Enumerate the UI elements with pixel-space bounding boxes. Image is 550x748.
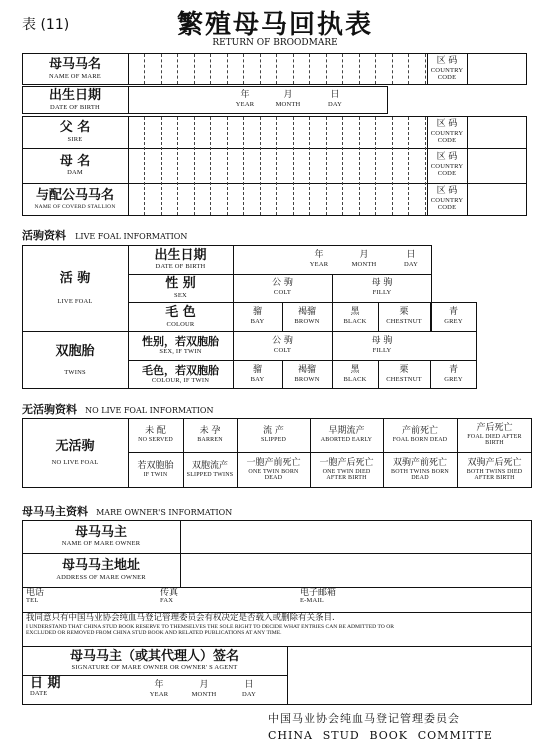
char-grid-line xyxy=(227,54,228,84)
option-zh: 未 孕 xyxy=(199,426,221,437)
twin-colour-option-grey[interactable] xyxy=(430,360,477,389)
colour-en: BLACK xyxy=(343,318,367,326)
stallion-country-code-field[interactable] xyxy=(468,184,526,215)
stallion-label: 与配公马马名 xyxy=(35,188,114,204)
footer-org-en: CHINA STUD BOOK COMMITTE xyxy=(268,729,493,742)
char-grid-line xyxy=(144,54,145,84)
foal-colour-option-grey[interactable] xyxy=(430,302,477,332)
footer xyxy=(268,710,493,742)
live-foal-label: 活 驹 xyxy=(59,270,91,286)
colour-zh: 骝 xyxy=(252,307,262,318)
sire-field[interactable] xyxy=(129,117,426,147)
sex-option-filly[interactable]: 母 驹 FILLY xyxy=(371,278,393,297)
option-en: ONE TWIN BORN DEAD xyxy=(248,468,299,482)
sire-label: 父 名 xyxy=(59,120,91,136)
mare-country-code-field[interactable] xyxy=(468,54,526,84)
stallion-country-code-label: 区 码 xyxy=(436,186,458,197)
twin-colour-option-bay[interactable] xyxy=(233,360,282,389)
owner-address-label: 母马马主地址 xyxy=(61,558,140,574)
option-en: BARREN xyxy=(197,437,223,444)
sign-date-day[interactable]: 日 DAY xyxy=(241,680,257,699)
option-zh: 若双胞胎 xyxy=(137,461,174,472)
mare-dob-label: 出生日期 xyxy=(48,88,101,104)
form-number: 表 (11) xyxy=(22,17,70,33)
no-live-foal-option-foal-born-dead[interactable] xyxy=(383,419,457,452)
option-en: FOAL BORN DEAD xyxy=(392,437,448,444)
colour-en: BLACK xyxy=(343,375,367,383)
option-zh: 早期流产 xyxy=(328,426,365,437)
option-en: NO SERVED xyxy=(138,437,173,444)
twin-colour-option-brown[interactable] xyxy=(282,360,332,389)
mare-dob-year[interactable]: 年 YEAR xyxy=(235,90,255,109)
no-live-foal-label: 无活驹 xyxy=(55,439,95,455)
fax-field[interactable]: 传真 FAX xyxy=(160,588,179,605)
email-field[interactable]: 电子邮箱 E-MAIL xyxy=(300,588,337,605)
date-label: 日 期 DATE xyxy=(30,676,61,697)
colour-zh: 骝 xyxy=(252,364,262,375)
no-live-foal-option-barren[interactable] xyxy=(183,419,237,452)
foal-colour-option-bay[interactable] xyxy=(233,302,282,332)
mare-dob-day[interactable]: 日 DAY xyxy=(327,90,343,109)
sire-country-code-label: 区 码 xyxy=(436,118,458,129)
mare-dob-month[interactable]: 月 MONTH xyxy=(275,90,301,109)
tel-field[interactable]: 电话 TEL xyxy=(26,588,45,605)
no-live-foal-option-both-twins-died-after-birth[interactable] xyxy=(457,453,532,488)
twin-sex-option-filly[interactable]: 母 驹 FILLY xyxy=(371,335,393,354)
no-live-foal-option-slipped[interactable] xyxy=(237,419,310,452)
no-live-foal-option-if-twin[interactable] xyxy=(128,453,183,488)
no-live-foal-option-one-twin-born-dead[interactable] xyxy=(237,453,310,488)
option-zh: 一胞产前死亡 xyxy=(246,457,301,468)
option-en: BOTH TWINS DIED AFTER BIRTH xyxy=(466,468,523,482)
no-live-foal-option-no-served[interactable] xyxy=(128,419,183,452)
footer-org: 中国马业协会纯血马登记管理委员会 xyxy=(268,712,460,725)
foal-dob-month[interactable]: 月 MONTH xyxy=(351,250,377,269)
colour-en: CHESTNUT xyxy=(386,375,422,383)
no-live-foal-option-both-twins-born-dead[interactable] xyxy=(383,453,457,488)
twin-colour-option-black[interactable] xyxy=(332,360,378,389)
dam-country-code-field[interactable] xyxy=(468,149,526,182)
option-en: BOTH TWINS BORN DEAD xyxy=(391,468,449,482)
twin-sex-option-colt[interactable]: 公 驹 COLT xyxy=(272,335,293,354)
option-zh: 一胞产后死亡 xyxy=(319,457,374,468)
char-grid-line xyxy=(425,54,426,84)
char-grid-line xyxy=(392,54,393,84)
option-en: FOAL DIED AFTER BIRTH xyxy=(467,433,522,447)
twin-sex-label: 性别，若双胞胎 xyxy=(142,334,219,348)
option-zh: 未 配 xyxy=(145,426,166,437)
char-grid-line xyxy=(359,54,360,84)
colour-zh: 褐骝 xyxy=(297,307,316,318)
option-en: ABORTED EARLY xyxy=(320,437,373,444)
owner-name-label: 母马马主 xyxy=(74,524,127,540)
colour-zh: 青 xyxy=(448,364,458,375)
colour-en: GREY xyxy=(444,318,463,326)
char-grid-line xyxy=(326,54,327,84)
char-grid-line xyxy=(210,54,211,84)
country-code-label: 区 码 xyxy=(436,55,458,66)
owner-address-field[interactable] xyxy=(181,554,531,586)
colour-en: BAY xyxy=(250,318,265,326)
char-grid-line xyxy=(293,54,294,84)
char-grid-line xyxy=(243,54,244,84)
form-title: 繁殖母马回执表 xyxy=(176,10,373,40)
foal-colour-option-brown[interactable] xyxy=(282,302,332,332)
option-en: SLIPPED xyxy=(260,437,287,444)
sign-date-month[interactable]: 月 MONTH xyxy=(191,680,217,699)
option-zh: 双驹产后死亡 xyxy=(467,457,522,468)
colour-en: BAY xyxy=(250,375,265,383)
owner-heading: 母马马主资料 MARE OWNER'S INFORMATION xyxy=(22,505,233,518)
sire-country-code-field[interactable] xyxy=(468,117,526,147)
foal-dob-label: 出生日期 xyxy=(154,247,207,263)
no-live-foal-option-slipped-twins[interactable] xyxy=(183,453,237,488)
colour-zh: 栗 xyxy=(399,307,409,318)
signature-field[interactable] xyxy=(288,647,531,704)
twin-colour-option-chestnut[interactable] xyxy=(378,360,430,389)
option-en: IF TWIN xyxy=(143,472,168,479)
colour-zh: 黑 xyxy=(350,364,360,375)
char-grid-line xyxy=(177,54,178,84)
no-live-foal-option-aborted-early[interactable] xyxy=(310,419,383,452)
sign-date-year[interactable]: 年 YEAR xyxy=(149,680,169,699)
char-grid-line xyxy=(375,54,376,84)
foal-colour-option-chestnut[interactable] xyxy=(378,302,430,332)
colour-zh: 栗 xyxy=(399,364,409,375)
signature-label: 母马马主（或其代理人）签名 xyxy=(69,648,239,664)
live-foal-heading: 活驹资料 LIVE FOAL INFORMATION xyxy=(22,229,188,242)
option-zh: 双胞流产 xyxy=(191,461,228,472)
dam-field[interactable] xyxy=(129,149,426,182)
foal-colour-label: 毛 色 xyxy=(165,305,196,321)
foal-colour-option-black[interactable] xyxy=(332,302,378,332)
char-grid-line xyxy=(342,54,343,84)
char-grid-line xyxy=(194,54,195,84)
char-grid-line xyxy=(276,54,277,84)
foal-sex-label: 性 别 xyxy=(165,276,196,292)
no-live-foal-option-foal-died-after-birth[interactable] xyxy=(457,419,532,452)
option-zh: 双驹产前死亡 xyxy=(392,457,447,468)
twins-label: 双胞胎 xyxy=(55,343,95,359)
char-grid-line xyxy=(260,54,261,84)
no-live-foal-heading: 无活驹资料 NO LIVE FOAL INFORMATION xyxy=(22,403,214,416)
colour-zh: 青 xyxy=(448,307,458,318)
colour-zh: 褐骝 xyxy=(297,364,316,375)
colour-zh: 黑 xyxy=(350,307,360,318)
option-zh: 产前死亡 xyxy=(401,426,438,437)
option-zh: 流 产 xyxy=(263,426,284,437)
colour-en: CHESTNUT xyxy=(386,318,422,326)
name-of-mare-label-en: NAME OF MARE xyxy=(49,72,101,80)
option-en: ONE TWIN DIED AFTER BIRTH xyxy=(322,468,371,482)
form-title-en: RETURN OF BROODMARE xyxy=(212,38,338,48)
option-en: SLIPPED TWINS xyxy=(186,472,234,479)
no-live-foal-option-one-twin-died-after-birth[interactable] xyxy=(310,453,383,488)
dam-label: 母 名 xyxy=(59,153,91,169)
char-grid-line xyxy=(309,54,310,84)
foal-dob-year[interactable]: 年 YEAR xyxy=(309,250,329,269)
stallion-field[interactable] xyxy=(129,184,426,215)
sex-option-colt[interactable]: 公 驹 COLT xyxy=(272,278,293,297)
char-grid-line xyxy=(408,54,409,84)
twin-colour-label: 毛色，若双胞胎 xyxy=(142,363,219,377)
foal-dob-day[interactable]: 日 DAY xyxy=(403,250,419,269)
option-zh: 产后死亡 xyxy=(476,422,513,433)
dam-country-code-label: 区 码 xyxy=(436,152,458,163)
owner-name-field[interactable] xyxy=(181,521,531,552)
char-grid-line xyxy=(161,54,162,84)
colour-en: GREY xyxy=(444,375,463,383)
name-of-mare-label: 母马马名 xyxy=(48,57,101,73)
agreement-text: 我同意只有中国马业协会纯血马登记管理委员会有权决定是否载入或删除有关条目. I UNDERSTAND THAT CHINA STUD BOOK RESERVE TO THEMSELVES THE SOLE RIGHT TO DECIDE WHAT ENTRIES CAN BE ADMITTED TO OR EXCLUDED OR REMOVED FROM CHINA STUD BOOK AND RELATED PUBLICATIONS AT ANY TIME. xyxy=(26,613,394,637)
colour-en: BROWN xyxy=(294,318,320,326)
colour-en: BROWN xyxy=(294,375,320,383)
